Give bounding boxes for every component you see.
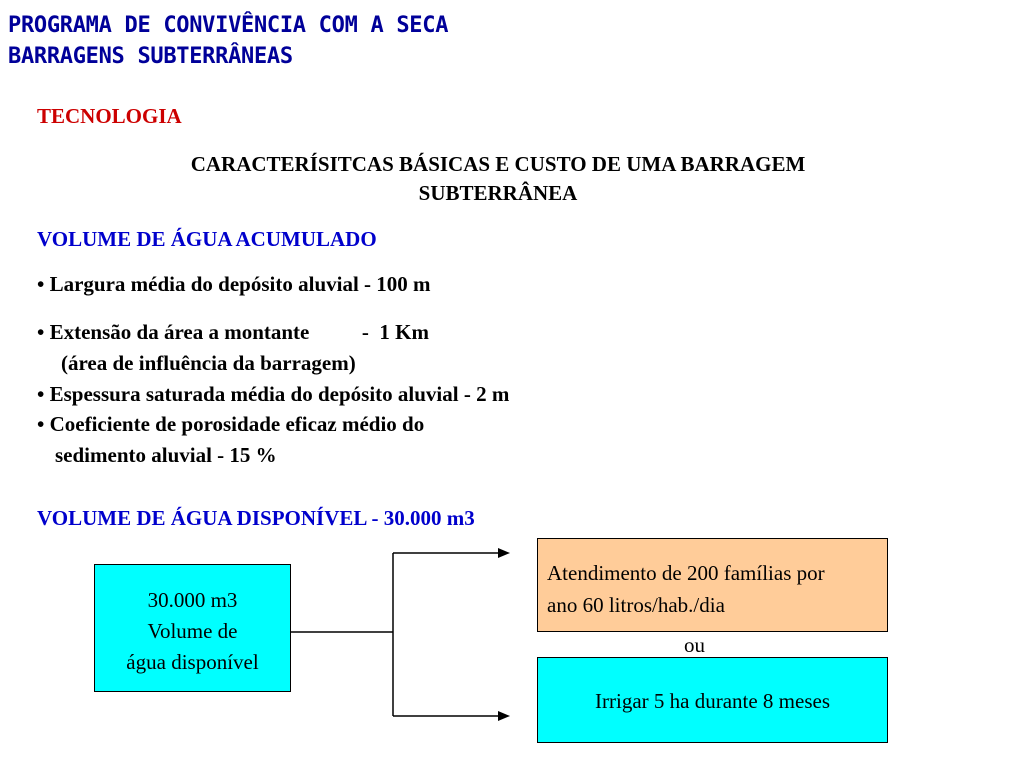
- header-title-line1: PROGRAMA DE CONVIVÊNCIA COM A SECA: [8, 13, 449, 38]
- option-families-box: [537, 538, 888, 632]
- bullet-coeficiente: • Coeficiente de porosidade eficaz médio do: [37, 412, 425, 436]
- option-irrigation-box: [537, 657, 888, 743]
- arrow-head-top: [498, 548, 510, 558]
- connector-word-ou: ou: [684, 633, 705, 657]
- header-title-line2: BARRAGENS SUBTERRÂNEAS: [8, 44, 293, 69]
- option-families-line1: Atendimento de 200 famílias por: [547, 561, 825, 585]
- bullet-largura: • Largura média do depósito aluvial - 100 m: [37, 272, 431, 296]
- bullet-coeficiente-cont: sedimento aluvial - 15 %: [55, 443, 277, 467]
- arrow-head-bottom: [498, 711, 510, 721]
- bullet-espessura: • Espessura saturada média do depósito aluvial - 2 m: [37, 382, 510, 406]
- volume-heading: VOLUME DE ÁGUA ACUMULADO: [37, 227, 377, 251]
- source-volume-line2: Volume de: [147, 619, 238, 643]
- bullet-extensao-note: (área de influência da barragem): [61, 351, 356, 375]
- source-volume-box: [94, 564, 291, 692]
- option-families-line2: ano 60 litros/hab./dia: [547, 593, 725, 617]
- source-volume-line3: água disponível: [126, 650, 259, 674]
- bullet-extensao: • Extensão da área a montante - 1 Km: [37, 320, 429, 344]
- available-heading: VOLUME DE ÁGUA DISPONÍVEL - 30.000 m3: [37, 506, 475, 530]
- source-volume-line1: 30.000 m3: [147, 588, 238, 612]
- section-label: TECNOLOGIA: [37, 104, 182, 128]
- subtitle-line2: SUBTERRÂNEA: [418, 181, 578, 205]
- subtitle-line1: CARACTERÍSITCAS BÁSICAS E CUSTO DE UMA BARRAGEM: [190, 152, 806, 176]
- option-irrigation-label: Irrigar 5 ha durante 8 meses: [595, 689, 830, 713]
